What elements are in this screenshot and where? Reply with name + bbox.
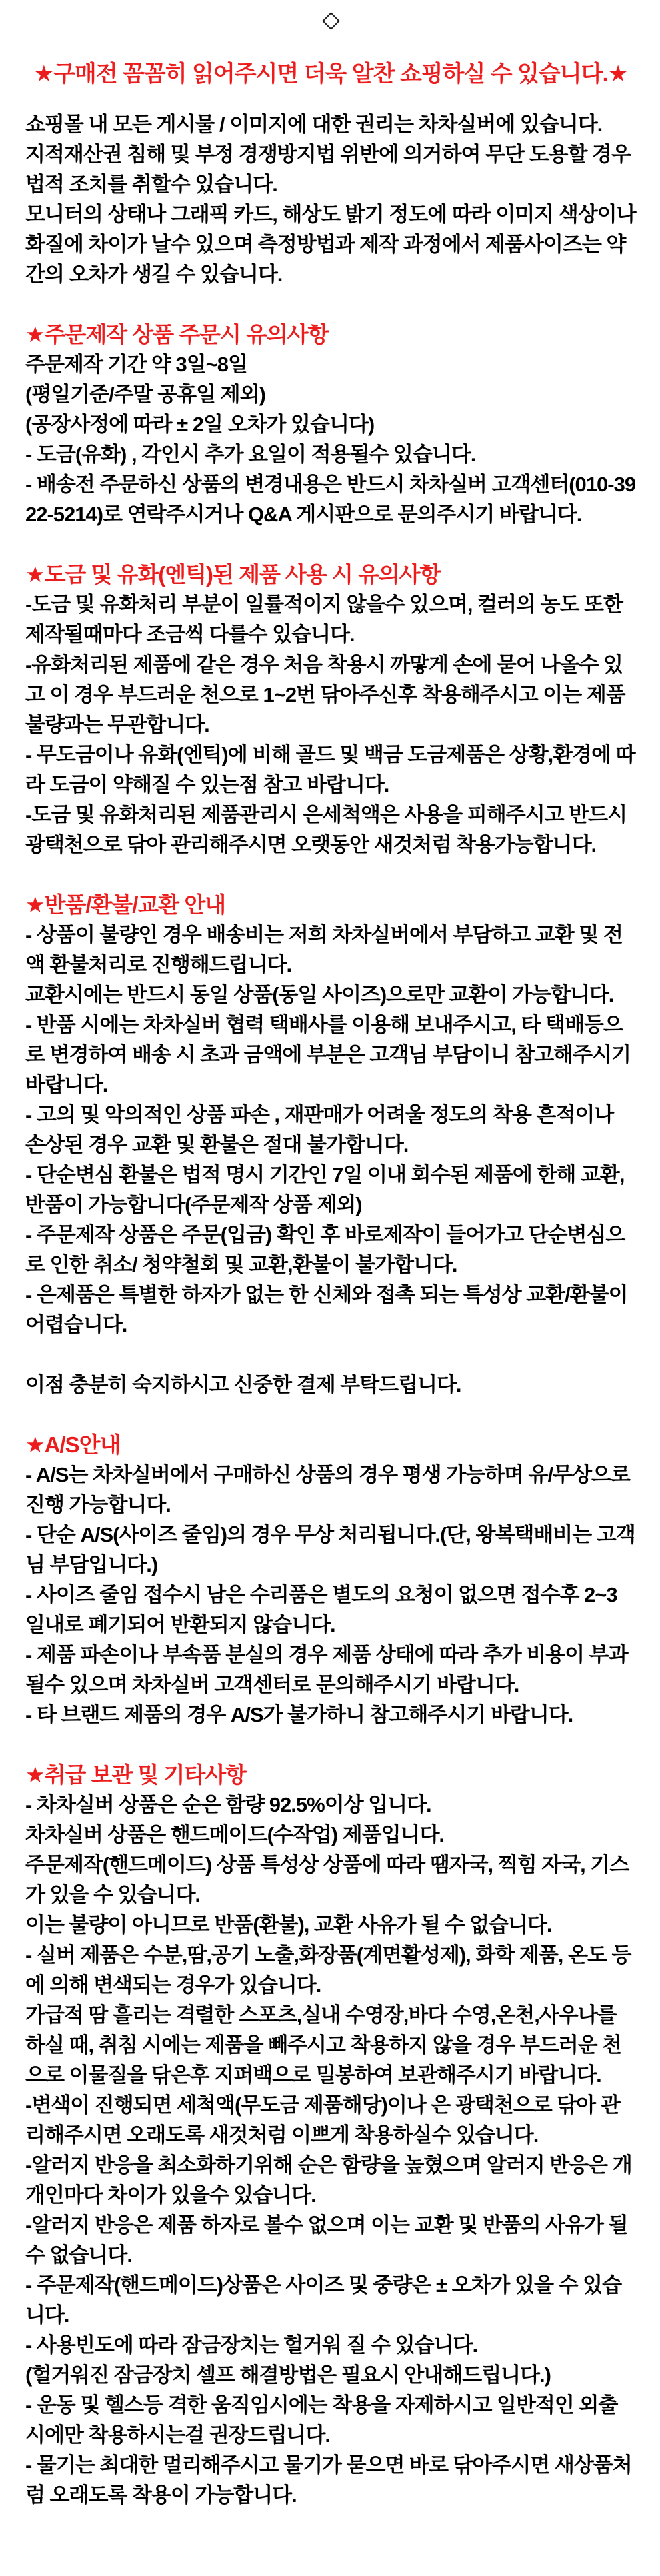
notice-paragraph: - 단순변심 환불은 법적 명시 기간인 7일 이내 회수된 제품에 한해 교환,반품이 가능합니다(주문제작 상품 제외) <box>25 1163 625 1216</box>
notice-paragraph: - 실버 제품은 수분,땀,공기 노출,화장품(계면활성제), 화학 제품, 온도 등에 의해 변색되는 경우가 있습니다. <box>25 1943 631 1997</box>
notice-paragraph: - 반품 시에는 차차실버 협력 택배사를 이용해 보내주시고, 타 택배등으로 변경하여 배송 시 초과 금액에 부분은 고객님 부담이니 참고해주시기 바랍니다. <box>25 1013 631 1096</box>
notice-paragraph: - 주문제작(핸드메이드)상품은 사이즈 및 중량은 ± 오차가 있을 수 있습니다. <box>25 2273 622 2327</box>
blank-line <box>25 1340 636 1370</box>
notice-paragraph: - 사이즈 줄임 접수시 남은 수리품은 별도의 요청이 없으면 접수후 2~3일내로 폐기되어 반환되지 않습니다. <box>25 1583 617 1636</box>
notice-paragraph: -도금 및 유화처리 부분이 일률적이지 않을수 있으며, 컬러의 농도 또한 제작될때마다 조금씩 다를수 있습니다. <box>25 593 623 646</box>
notice-paragraph: - 무도금이나 유화(엔틱)에 비해 골드 및 백금 도금제품은 상황,환경에 따라 도금이 약해질 수 있는점 참고 바랍니다. <box>25 743 635 796</box>
notice-section <box>25 319 636 529</box>
notice-paragraph: - 주문제작 상품은 주문(입금) 확인 후 바로제작이 들어가고 단순변심으로 인한 취소/ 청약철회 및 교환,환불이 불가합니다. <box>25 1223 625 1276</box>
notice-paragraph: 주문제작(핸드메이드) 상품 특성상 상품에 따라 땜자국, 찍힘 자국, 기스가 있을 수 있습니다. <box>25 1853 629 1906</box>
notice-paragraph: - 도금(유화) , 각인시 추가 요일이 적용될수 있습니다. <box>25 443 476 466</box>
section-heading: ★주문제작 상품 주문시 유의사항 <box>25 322 329 347</box>
section-heading: ★취급 보관 및 기타사항 <box>25 1762 246 1787</box>
divider-ornament <box>25 15 636 27</box>
page-title: ★구매전 꼼꼼히 읽어주시면 더욱 알찬 쇼핑하실 수 있습니다.★ <box>33 61 628 87</box>
notice-paragraph: 차차실버 상품은 핸드메이드(수작업) 제품입니다. <box>25 1823 445 1846</box>
notice-paragraph: 교환시에는 반드시 동일 상품(동일 사이즈)으로만 교환이 가능합니다. <box>25 983 614 1006</box>
notice-paragraph: -알러지 반응을 최소화하기위해 순은 함량을 높혔으며 알러지 반응은 개개인마다 차이가 있을수 있습니다. <box>25 2153 632 2207</box>
notice-section <box>25 1430 636 1730</box>
notice-section <box>25 1760 636 2510</box>
notice-paragraph: - 고의 및 악의적인 상품 파손 , 재판매가 어려울 정도의 착용 흔적이나 손상된 경우 교환 및 환불은 절대 불가합니다. <box>25 1103 614 1156</box>
notice-paragraph: - 타 브랜드 제품의 경우 A/S가 불가하니 참고해주시기 바랍니다. <box>25 1703 573 1726</box>
notice-paragraph: 이점 충분히 숙지하시고 신중한 결제 부탁드립니다. <box>25 1373 461 1396</box>
notice-paragraph: - 상품이 불량인 경우 배송비는 저희 차차실버에서 부담하고 교환 및 전액 환불처리로 진행해드립니다. <box>25 923 623 976</box>
notice-paragraph: - 사용빈도에 따라 잠금장치는 헐거워 질 수 있습니다. <box>25 2333 478 2357</box>
notice-paragraph: - 제품 파손이나 부속품 분실의 경우 제품 상태에 따라 추가 비용이 부과될수 있으며 차차실버 고객센터로 문의해주시기 바랍니다. <box>25 1643 628 1696</box>
notice-paragraph: (헐거워진 잠금장치 셀프 해결방법은 필요시 안내해드립니다.) <box>25 2363 551 2387</box>
notice-paragraph: 지적재산권 침해 및 부정 경쟁방지법 위반에 의거하여 무단 도용할 경우 법적 조치를 취할수 있습니다. <box>25 143 631 196</box>
notice-section <box>25 890 636 1400</box>
notice-paragraph: -유화처리된 제품에 같은 경우 처음 착용시 까맣게 손에 묻어 나올수 있고 이 경우 부드러운 천으로 1~2번 닦아주신후 착용해주시고 이는 제품불량과는 무관합니다. <box>25 653 625 736</box>
notice-section <box>25 109 636 289</box>
notice-paragraph: - A/S는 차차실버에서 구매하신 상품의 경우 평생 가능하며 유/무상으로 진행 가능합니다. <box>25 1463 630 1516</box>
notice-paragraph: (공장사정에 따라 ± 2일 오차가 있습니다) <box>25 413 375 436</box>
notice-paragraph: -도금 및 유화처리된 제품관리시 은세척액은 사용을 피해주시고 반드시 광택천으로 닦아 관리해주시면 오랫동안 새것처럼 착용가능합니다. <box>25 803 627 856</box>
notice-paragraph: 주문제작 기간 약 3일~8일 <box>25 353 247 376</box>
section-heading: ★반품/환불/교환 안내 <box>25 892 226 917</box>
notice-sections <box>25 109 636 2510</box>
notice-paragraph: -알러지 반응은 제품 하자로 볼수 없으며 이는 교환 및 반품의 사유가 될수 없습니다. <box>25 2213 628 2267</box>
notice-paragraph: 이는 불량이 아니므로 반품(환불), 교환 사유가 될 수 없습니다. <box>25 1913 552 1937</box>
diamond-icon <box>322 12 340 30</box>
notice-paragraph: - 은제품은 특별한 하자가 없는 한 신체와 접촉 되는 특성상 교환/환불이 어렵습니다. <box>25 1283 628 1336</box>
notice-paragraph: (평일기준/주말 공휴일 제외) <box>25 383 265 406</box>
notice-paragraph: - 단순 A/S(사이즈 줄임)의 경우 무상 처리됩니다.(단, 왕복택배비는 고객님 부담입니다.) <box>25 1523 635 1576</box>
notice-paragraph: 가급적 땀 흘리는 격렬한 스포츠,실내 수영장,바다 수영,온천,사우나를 하실 때, 취침 시에는 제품을 빼주시고 착용하지 않을 경우 부드러운 천으로 이물질을 닦은후 지퍼백으로 밀봉하여 보관해주시기 바랍니다. <box>25 2003 622 2087</box>
notice-paragraph: - 차차실버 상품은 순은 함량 92.5%이상 입니다. <box>25 1793 431 1816</box>
notice-paragraph: 쇼핑몰 내 모든 게시물 / 이미지에 대한 권리는 차차실버에 있습니다. <box>25 113 603 136</box>
section-heading: ★A/S안내 <box>25 1432 121 1457</box>
notice-paragraph: 모니터의 상태나 그래픽 카드, 해상도 밝기 정도에 따라 이미지 색상이나 화질에 차이가 날수 있으며 측정방법과 제작 과정에서 제품사이즈는 약간의 오차가 생길 수 있습니다. <box>25 203 636 286</box>
notice-paragraph: - 운동 및 헬스등 격한 움직임시에는 착용을 자제하시고 일반적인 외출시에만 착용하시는걸 권장드립니다. <box>25 2393 618 2447</box>
notice-paragraph: - 배송전 주문하신 상품의 변경내용은 반드시 차차실버 고객센터(010-3922-5214)로 연락주시거나 Q&A 게시판으로 문의주시기 바랍니다. <box>25 473 636 526</box>
notice-paragraph: - 물기는 최대한 멀리해주시고 물기가 묻으면 바로 닦아주시면 새상품처럼 오래도록 착용이 가능합니다. <box>25 2453 632 2507</box>
notice-paragraph: -변색이 진행되면 세척액(무도금 제품해당)이나 은 광택천으로 닦아 관리해주시면 오래도록 새것처럼 이쁘게 착용하실수 있습니다. <box>25 2093 620 2147</box>
section-heading: ★도금 및 유화(엔틱)된 제품 사용 시 유의사항 <box>25 562 441 587</box>
notice-section <box>25 559 636 860</box>
